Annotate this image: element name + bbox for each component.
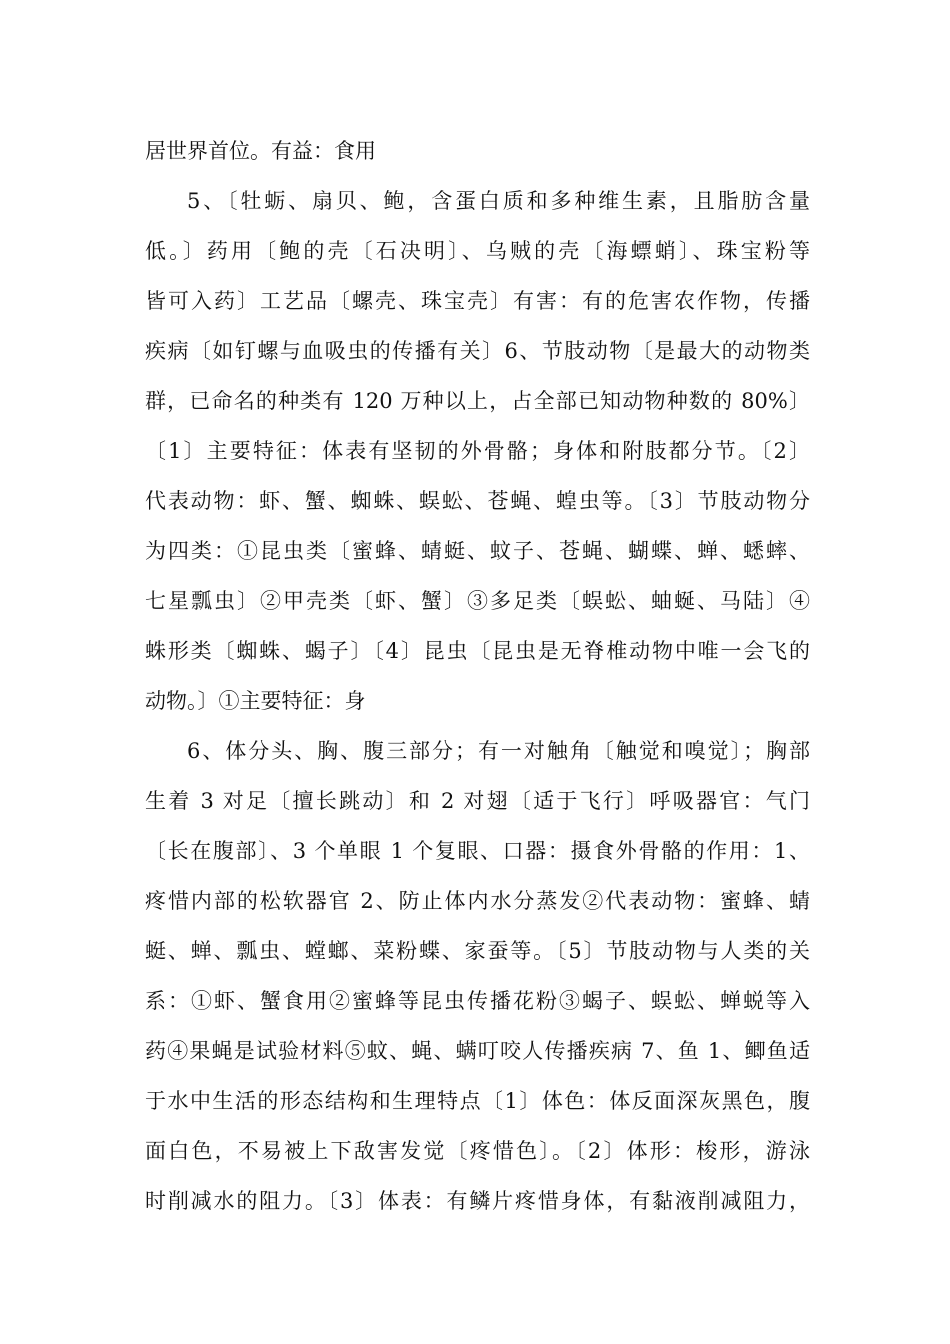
- text-line: 5、〔牡蛎、扇贝、鲍，含蛋白质和多种维生素，且脂肪含量: [187, 189, 810, 213]
- text-line: 面白色，不易被上下敌害发觉〔疼惜色〕。〔2〕体形：梭形，游泳: [145, 1139, 810, 1163]
- text-line: 药④果蝇是试验材料⑤蚊、蝇、螨叮咬人传播疾病 7、鱼 1、鲫鱼适: [145, 1039, 810, 1063]
- text-line: 蛛形类〔蜘蛛、蝎子〕〔4〕昆虫〔昆虫是无脊椎动物中唯一会飞的: [145, 639, 810, 663]
- text-line: 七星瓢虫〕②甲壳类〔虾、蟹〕③多足类〔蜈蚣、蚰蜒、马陆〕④: [145, 589, 810, 613]
- text-line: 〔长在腹部〕、3 个单眼 1 个复眼、口器：摄食外骨骼的作用：1、: [145, 839, 810, 863]
- text-line: 代表动物：虾、蟹、蜘蛛、蜈蚣、苍蝇、蝗虫等。〔3〕节肢动物分: [145, 489, 810, 513]
- text-line: 群，已命名的种类有 120 万种以上，占全部已知动物种数的 80%〕: [145, 389, 810, 413]
- text-line: 居世界首位。有益：食用: [145, 139, 376, 163]
- text-line: 6、体分头、胸、腹三部分；有一对触角〔触觉和嗅觉〕；胸部: [187, 739, 810, 763]
- text-line: 时削减水的阻力。〔3〕体表：有鳞片疼惜身体，有黏液削减阻力，: [145, 1189, 810, 1213]
- text-line: 〔1〕主要特征：体表有坚韧的外骨骼；身体和附肢都分节。〔2〕: [145, 439, 810, 463]
- text-line: 蜓、蝉、瓢虫、螳螂、菜粉蝶、家蚕等。〔5〕节肢动物与人类的关: [145, 939, 810, 963]
- text-line: 为四类：①昆虫类〔蜜蜂、蜻蜓、蚊子、苍蝇、蝴蝶、蝉、蟋蟀、: [145, 539, 810, 563]
- text-line: 低。〕药用〔鲍的壳〔石决明〕、乌贼的壳〔海螵蛸〕、珠宝粉等: [145, 239, 810, 263]
- text-line: 系：①虾、蟹食用②蜜蜂等昆虫传播花粉③蝎子、蜈蚣、蝉蜕等入: [145, 989, 810, 1013]
- text-line: 生着 3 对足〔擅长跳动〕和 2 对翅〔适于飞行〕呼吸器官：气门: [145, 789, 810, 813]
- text-line: 于水中生活的形态结构和生理特点〔1〕体色：体反面深灰黑色，腹: [145, 1089, 810, 1113]
- text-line: 疼惜内部的松软器官 2、防止体内水分蒸发②代表动物：蜜蜂、蜻: [145, 889, 810, 913]
- text-line: 动物。〕①主要特征：身: [145, 689, 366, 713]
- text-line: 皆可入药〕工艺品〔螺壳、珠宝壳〕有害：有的危害农作物，传播: [145, 289, 810, 313]
- text-line: 疾病〔如钉螺与血吸虫的传播有关〕6、节肢动物〔是最大的动物类: [145, 339, 810, 363]
